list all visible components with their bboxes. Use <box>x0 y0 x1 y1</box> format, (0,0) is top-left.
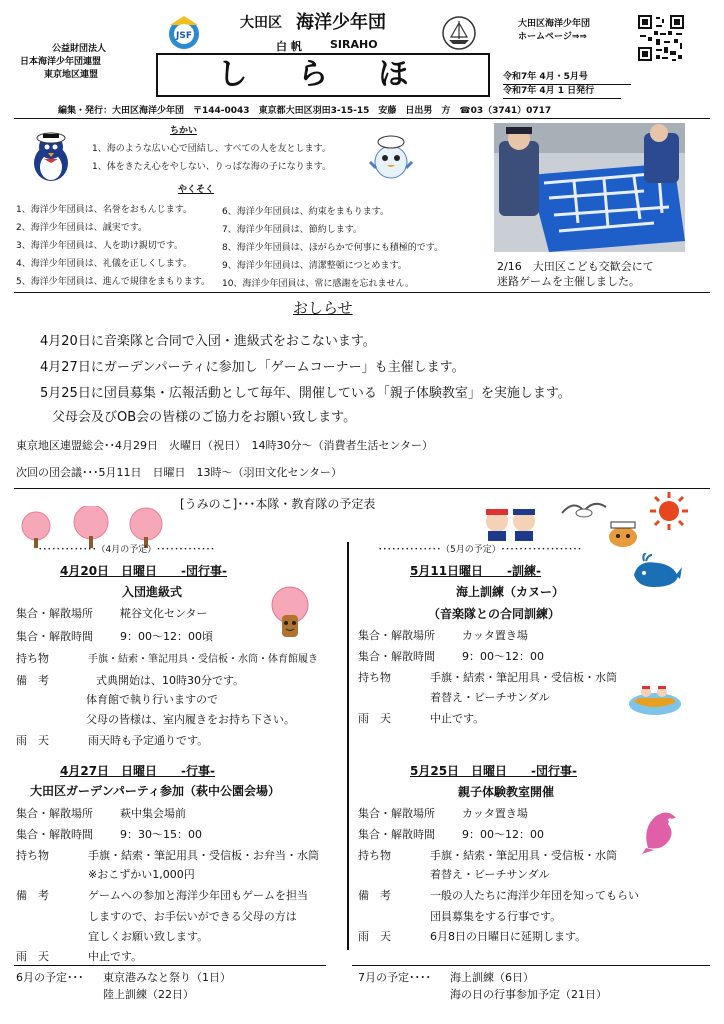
event1-notes-label: 備 考 <box>16 674 49 687</box>
event1-notes-line2: 体育館で執り行いますので <box>86 693 218 706</box>
meeting-next: 次回の団会議･･･5月11日 日曜日 13時～（羽田文化センター） <box>16 466 343 479</box>
event2-items-value: 手旗・結索・筆記用具・受信板・お弁当・水筒 <box>88 849 319 862</box>
july-label: 7月の予定････ <box>358 971 431 984</box>
promise-1: 1、海洋少年団員は、名誉をおもんじます。 <box>16 205 193 215</box>
event1-date: 4月20日 日曜日 -団行事- <box>60 564 228 578</box>
meeting-general: 東京地区連盟総会･･4月29日 火曜日（祝日） 14時30分～（消費者生活センター） <box>16 439 434 452</box>
sailor-kids-icon <box>482 503 540 541</box>
event3-sub: （音楽隊との合同訓練） <box>428 607 561 621</box>
mascot-chick-icon <box>368 132 414 180</box>
event2-items-line2: ※おこずかい1,000円 <box>88 868 195 881</box>
event4-notes-line2: 団員募集をする行事です。 <box>430 910 562 923</box>
sub-en: SIRAHO <box>330 38 378 51</box>
photo-caption-2: 迷路ゲームを主催しました。 <box>497 275 640 288</box>
notice-line-2: 4月27日にガーデンパーティに参加し「ゲームコーナー」も主催します。 <box>40 360 465 375</box>
event2-rain-value: 中止です。 <box>88 950 143 963</box>
event2-notes-line3: 宜しくお願い致します。 <box>88 930 209 943</box>
event1-notes-line3: 父母の皆様は、室内履きをお持ち下さい。 <box>86 713 295 726</box>
ship-logo-icon <box>441 15 477 51</box>
whale-icon <box>630 553 682 593</box>
notice-title: おしらせ <box>293 299 353 317</box>
event1-time-label: 集合・解散時間 <box>16 630 93 643</box>
newsletter-title: し ら ほ <box>217 57 429 92</box>
canoe-kids-icon <box>628 682 682 716</box>
event1-place-value: 糀谷文化センター <box>120 607 208 620</box>
event4-items-line2: 着替え・ビーチサンダル <box>430 868 550 881</box>
maze-game-photo <box>494 123 685 252</box>
pledge-title: ちかい <box>170 126 198 136</box>
promise-5: 5、海洋少年団員は、進んで規律をまもります。 <box>16 277 211 287</box>
group-name: 海洋少年団 <box>296 12 386 33</box>
qr-code-icon[interactable] <box>636 13 686 63</box>
event3-items-line2: 着替え・ビーチサンダル <box>430 691 550 704</box>
event3-time-label: 集合・解散時間 <box>358 650 435 663</box>
title-box <box>156 53 490 97</box>
june-event-2: 陸上訓練（22日） <box>103 988 194 1001</box>
event3-rain-label: 雨 天 <box>358 712 391 725</box>
notice-line-3: 5月25日に団員募集・広報活動として毎年、開催している「親子体験教室」を実施します。 <box>40 386 571 401</box>
event2-notes-line2: しますので、お手伝いができる父母の方は <box>88 910 297 923</box>
promise-10: 10、海洋少年団員は、常に感謝を忘れません。 <box>222 279 414 289</box>
schedule-title: [うみのこ]･･･本隊・教育隊の予定表 <box>180 497 376 511</box>
event4-notes-value: 一般の人たちに海洋少年団を知ってもらい <box>430 889 639 902</box>
publisher-info: 編集・発行：大田区海洋少年団 〒144-0043 東京都大田区羽田3-15-15 安藤 日出男 方 ☎03（3741）0717 <box>58 106 552 116</box>
event2-items-label: 持ち物 <box>16 849 49 862</box>
hp-line1: 大田区海洋少年団 <box>518 19 591 29</box>
notice-line-1: 4月20日に音楽隊と合同で入団・進級式をおこないます。 <box>40 334 376 349</box>
event2-notes-label: 備 考 <box>16 889 49 902</box>
org-line3: 東京地区連盟 <box>44 70 99 80</box>
promise-6: 6、海洋少年団員は、約束をまもります。 <box>222 207 390 217</box>
promise-4: 4、海洋少年団員は、礼儀を正しくします。 <box>16 259 193 269</box>
org-line2: 日本海洋少年団連盟 <box>20 57 102 67</box>
issue-date: 令和7年 4月 1 日発行 <box>503 86 595 96</box>
svg-text:JSF: JSF <box>176 31 192 41</box>
event3-time-value: 9：00～12：00 <box>462 650 544 663</box>
event2-rain-label: 雨 天 <box>16 950 49 963</box>
event3-items-value: 手旗・結索・筆記用具・受信板・水筒 <box>430 671 617 684</box>
hp-link[interactable]: ホームページ⇒⇒ <box>518 32 587 42</box>
event3-rain-value: 中止です。 <box>430 712 485 725</box>
photo-caption-1: 2/16 大田区こども交歓会にて <box>497 260 654 273</box>
event4-rain-value: 6月8日の日曜日に延期します。 <box>430 930 587 943</box>
issue-months: 令和7年 4月・5月号 <box>503 72 588 82</box>
event2-notes-value: ゲームへの参加と海洋少年団もゲームを担当 <box>88 889 308 902</box>
promise-3: 3、海洋少年団員は、人を助け親切です。 <box>16 241 184 251</box>
event2-place-value: 萩中集会場前 <box>120 807 186 820</box>
event4-rain-label: 雨 天 <box>358 930 391 943</box>
sailor-cat-icon <box>604 519 642 547</box>
event1-notes-value: 式典開始は、10時30分です。 <box>96 674 245 687</box>
org-line1: 公益財団法人 <box>52 44 107 54</box>
event2-time-value: 9：30～15：00 <box>120 828 202 841</box>
event3-place-label: 集合・解散場所 <box>358 629 435 642</box>
jsf-emblem-icon <box>165 13 203 51</box>
sakura-mascot-icon <box>262 585 318 641</box>
event1-time-value: 9：00～12：00頃 <box>120 630 213 643</box>
event2-place-label: 集合・解散場所 <box>16 807 93 820</box>
event2-name: 大田区ガーデンパーティ参加（萩中公園会場） <box>30 784 280 798</box>
event1-rain-label: 雨 天 <box>16 734 49 747</box>
event4-notes-label: 備 考 <box>358 889 391 902</box>
promise-7: 7、海洋少年団員は、節約します。 <box>222 225 363 235</box>
july-event-1: 海上訓練（6日） <box>450 971 534 984</box>
event4-time-value: 9：00～12：00 <box>462 828 544 841</box>
ward-name: 大田区 <box>240 15 282 31</box>
sakura-tree-icon <box>16 506 166 548</box>
may-header: ･･････････････（5月の予定）･･････････････････ <box>378 545 582 555</box>
event4-date: 5月25日 日曜日 -団行事- <box>410 764 578 778</box>
promises-title: やくそく <box>178 185 215 195</box>
event1-items-value: 手旗・結索・筆記用具・受信板・水筒・体育館履き <box>88 654 318 665</box>
sub-jp: 白 帆 <box>276 40 302 53</box>
june-event-1: 東京港みなと祭り（1日） <box>103 971 231 984</box>
event1-place-label: 集合・解散場所 <box>16 607 93 620</box>
promise-2: 2、海洋少年団員は、誠実です。 <box>16 223 148 233</box>
event4-items-value: 手旗・結索・筆記用具・受信板・水筒 <box>430 849 617 862</box>
event1-items-label: 持ち物 <box>16 652 49 665</box>
promise-9: 9、海洋少年団員は、清潔整頓につとめます。 <box>222 261 407 271</box>
seagull-icon <box>560 493 608 525</box>
event3-date: 5月11日曜日 -訓練- <box>410 564 542 578</box>
sun-icon <box>648 490 690 532</box>
promise-8: 8、海洋少年団員は、ほがらかで何事にも積極的です。 <box>222 243 444 253</box>
event4-time-label: 集合・解散時間 <box>358 828 435 841</box>
sailor-penguin-icon <box>22 127 80 185</box>
dolphin-icon <box>640 808 682 854</box>
notice-line-4: 父母会及びOB会の皆様のご協力をお願い致します。 <box>52 410 357 425</box>
april-header: ･････････････（4月の予定）･････････････ <box>38 545 215 555</box>
event4-place-label: 集合・解散場所 <box>358 807 435 820</box>
event4-name: 親子体験教室開催 <box>458 785 555 799</box>
pledge-item-2: 1、体をきたえ心をやしない、りっぱな海の子になります。 <box>92 162 332 172</box>
event4-place-value: カッタ置き場 <box>462 807 528 820</box>
event4-items-label: 持ち物 <box>358 849 391 862</box>
pledge-item-1: 1、海のような広い心で団結し、すべての人を友とします。 <box>92 144 331 154</box>
event3-items-label: 持ち物 <box>358 671 391 684</box>
june-label: 6月の予定･･･ <box>16 971 84 984</box>
event3-place-value: カッタ置き場 <box>462 629 528 642</box>
event1-rain-value: 雨天時も予定通りです。 <box>88 734 209 747</box>
event1-name: 入団進級式 <box>122 585 183 599</box>
july-event-2: 海の日の行事参加予定（21日） <box>450 988 607 1001</box>
event2-date: 4月27日 日曜日 -行事- <box>60 764 216 778</box>
event3-name: 海上訓練（カヌー） <box>456 585 565 599</box>
event2-time-label: 集合・解散時間 <box>16 828 93 841</box>
